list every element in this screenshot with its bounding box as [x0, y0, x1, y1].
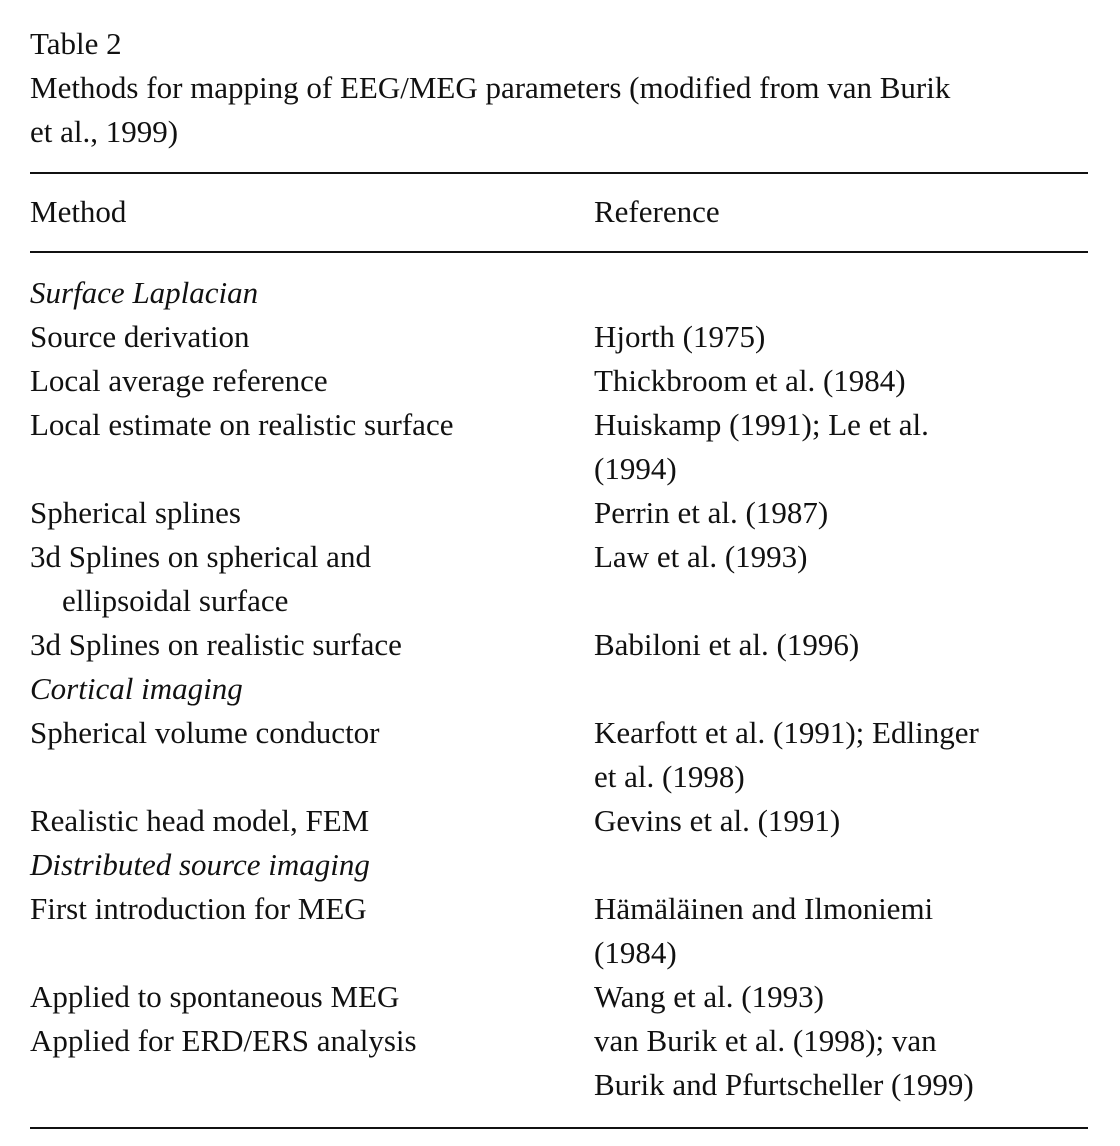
- table-row: [30, 623, 1088, 667]
- reference-cell: Thickbroom et al. (1984): [594, 363, 906, 398]
- table-row: [30, 315, 1088, 359]
- method-cell: Local estimate on realistic surface: [30, 407, 454, 442]
- table-title: Methods for mapping of EEG/MEG parameters (modified from van Burik et al., 1999): [30, 70, 951, 149]
- top-rule: [30, 172, 1088, 174]
- table-row: [30, 359, 1088, 403]
- reference-cell: Hämäläinen and Ilmoniemi (1984): [594, 891, 934, 970]
- reference-cell: Kearfott et al. (1991); Edlinger et al. (1998): [594, 715, 979, 794]
- method-cell: First introduction for MEG: [30, 891, 367, 926]
- method-cell: Distributed source imaging: [30, 847, 370, 882]
- method-cell: Local average reference: [30, 363, 328, 398]
- table-row: [30, 1019, 1088, 1107]
- table-row: [30, 535, 1088, 623]
- table-row: [30, 491, 1088, 535]
- method-cell: Spherical volume conductor: [30, 715, 380, 750]
- table-row: [30, 887, 1088, 975]
- reference-cell: [594, 667, 1088, 711]
- table-row: [30, 403, 1088, 491]
- reference-cell: Hjorth (1975): [594, 319, 766, 354]
- reference-cell: Wang et al. (1993): [594, 979, 824, 1014]
- method-cell: Cortical imaging: [30, 671, 243, 706]
- method-cell: Realistic head model, FEM: [30, 803, 370, 838]
- reference-cell: Law et al. (1993): [594, 539, 808, 574]
- bottom-rule: [30, 1127, 1088, 1129]
- method-cell: Surface Laplacian: [30, 275, 259, 310]
- header-reference: Reference: [594, 194, 720, 229]
- reference-cell: [594, 843, 1088, 887]
- reference-cell: Babiloni et al. (1996): [594, 627, 860, 662]
- section-heading-row: [30, 843, 1088, 887]
- table-row: [30, 799, 1088, 843]
- table-caption: [30, 22, 1100, 154]
- header-rule: [30, 251, 1088, 253]
- method-cell: Applied for ERD/ERS analysis: [30, 1023, 417, 1058]
- table-body: [30, 271, 1088, 1107]
- section-heading-row: [30, 271, 1088, 315]
- header-method: Method: [30, 194, 127, 229]
- reference-cell: van Burik et al. (1998); van Burik and Pfurtscheller (1999): [594, 1023, 974, 1102]
- reference-cell: Perrin et al. (1987): [594, 495, 829, 530]
- method-cell: 3d Splines on spherical and ellipsoidal surface: [30, 539, 371, 618]
- reference-cell: [594, 271, 1088, 315]
- reference-cell: Huiskamp (1991); Le et al. (1994): [594, 407, 929, 486]
- method-cell: Source derivation: [30, 319, 250, 354]
- table-row: [30, 975, 1088, 1019]
- table-row: [30, 711, 1088, 799]
- method-cell: 3d Splines on realistic surface: [30, 627, 402, 662]
- section-heading-row: [30, 667, 1088, 711]
- method-cell: Spherical splines: [30, 495, 241, 530]
- reference-cell: Gevins et al. (1991): [594, 803, 841, 838]
- method-cell: Applied to spontaneous MEG: [30, 979, 400, 1014]
- table-label: Table 2: [30, 26, 122, 61]
